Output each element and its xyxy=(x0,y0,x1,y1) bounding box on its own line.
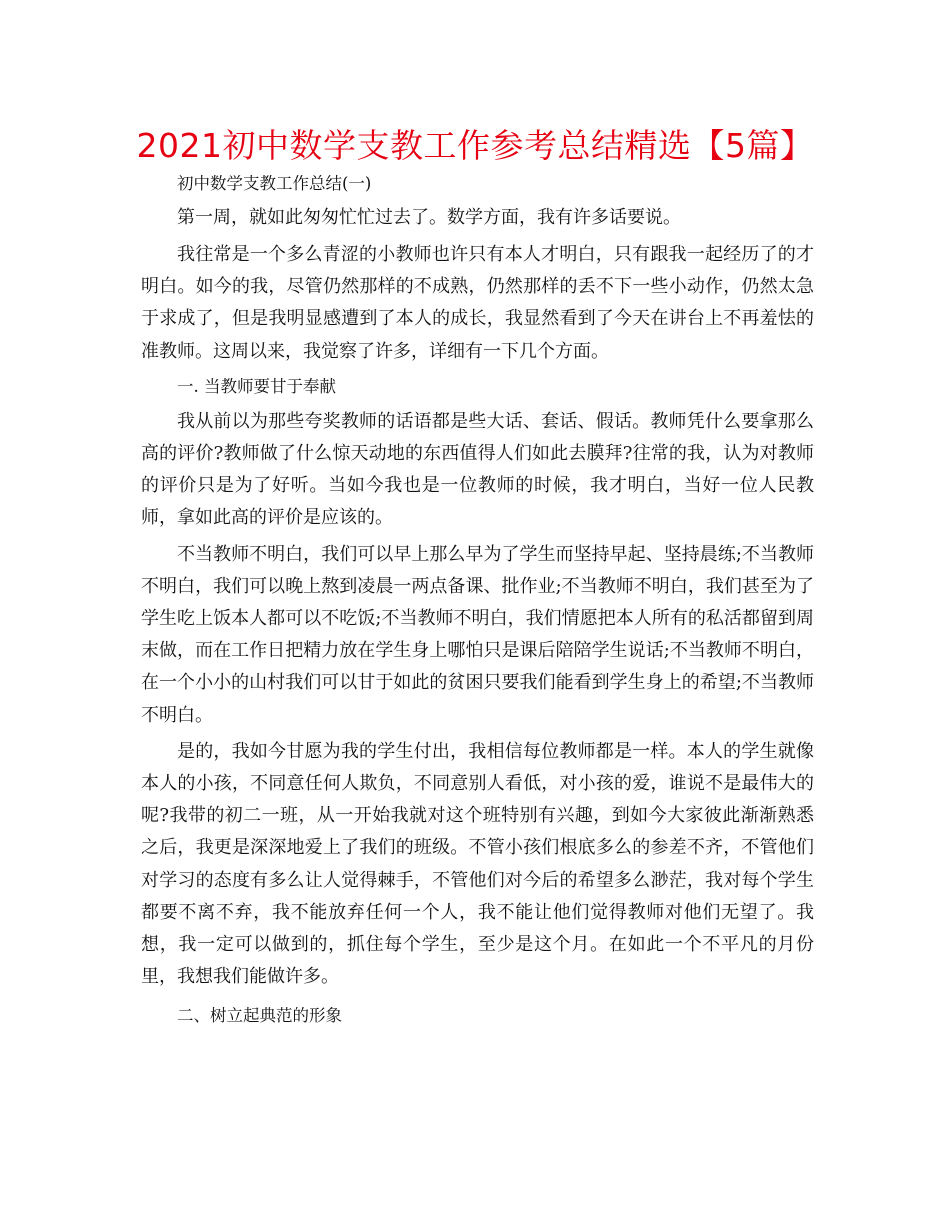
paragraph: 第一周，就如此匆匆忙忙过去了。数学方面，我有许多话要说。 xyxy=(177,207,681,228)
paragraph: 不当教师不明白，我们可以早上那么早为了学生而坚持早起、坚持晨练;不当教师不明白，我们可以晚上熬到凌晨一两点备课、批作业;不当教师不明白，我们甚至为了学生吃上饭本人都可以不吃饭;不当教师不明白，我们情愿把本人所有的私活都留到周末做，而在工作日把精力放在学生身上哪怕只是课后陪陪学生说话;不当教师不明白，在一个小小的山村我们可以甘于如此的贫困只要我们能看到学生身上的希望;不当教师不明白。 xyxy=(141,543,814,726)
paragraph: 我往常是一个多么青涩的小教师也许只有本人才明白，只有跟我一起经历了的才明白。如今的我，尽管仍然那样的不成熟，仍然那样的丢不下一些小动作，仍然太急于求成了，但是我明显感遭到了本人的成长，我显然看到了今天在讲台上不再羞怯的准教师。这周以来，我觉察了许多，详细有一下几个方面。 xyxy=(141,244,814,362)
document-body xyxy=(141,165,814,1035)
section-subtitle: 初中数学支教工作总结(一) xyxy=(177,174,372,193)
paragraph: 是的，我如今甘愿为我的学生付出，我相信每位教师都是一样。本人的学生就像本人的小孩，不同意任何人欺负，不同意别人看低，对小孩的爱，谁说不是最伟大的呢?我带的初二一班，从一开始我就对这个班特别有兴趣，到如今大家彼此渐渐熟悉之后，我更是深深地爱上了我们的班级。不管小孩们根底多么的参差不齐，不管他们对学习的态度有多么让人觉得棘手，不管他们对今后的希望多么渺茫，我对每个学生都要不离不弃，我不能放弃任何一个人，我不能让他们觉得教师对他们无望了。我想，我一定可以做到的，抓住每个学生，至少是这个月。在如此一个不平凡的月份里，我想我们能做许多。 xyxy=(141,740,814,988)
section-heading: 二、树立起典范的形象 xyxy=(177,1006,342,1026)
paragraph: 我从前以为那些夸奖教师的话语都是些大话、套话、假话。教师凭什么要拿那么高的评价?教师做了什么惊天动地的东西值得人们如此去膜拜?往常的我，认为对教师的评价只是为了好听。当如今我也是一位教师的时候，我才明白，当好一位人民教师，拿如此高的评价是应该的。 xyxy=(141,410,814,529)
document-title: 2021初中数学支教工作参考总结精选【5篇】 xyxy=(136,126,814,165)
section-heading: 一. 当教师要甘于奉献 xyxy=(177,376,336,396)
